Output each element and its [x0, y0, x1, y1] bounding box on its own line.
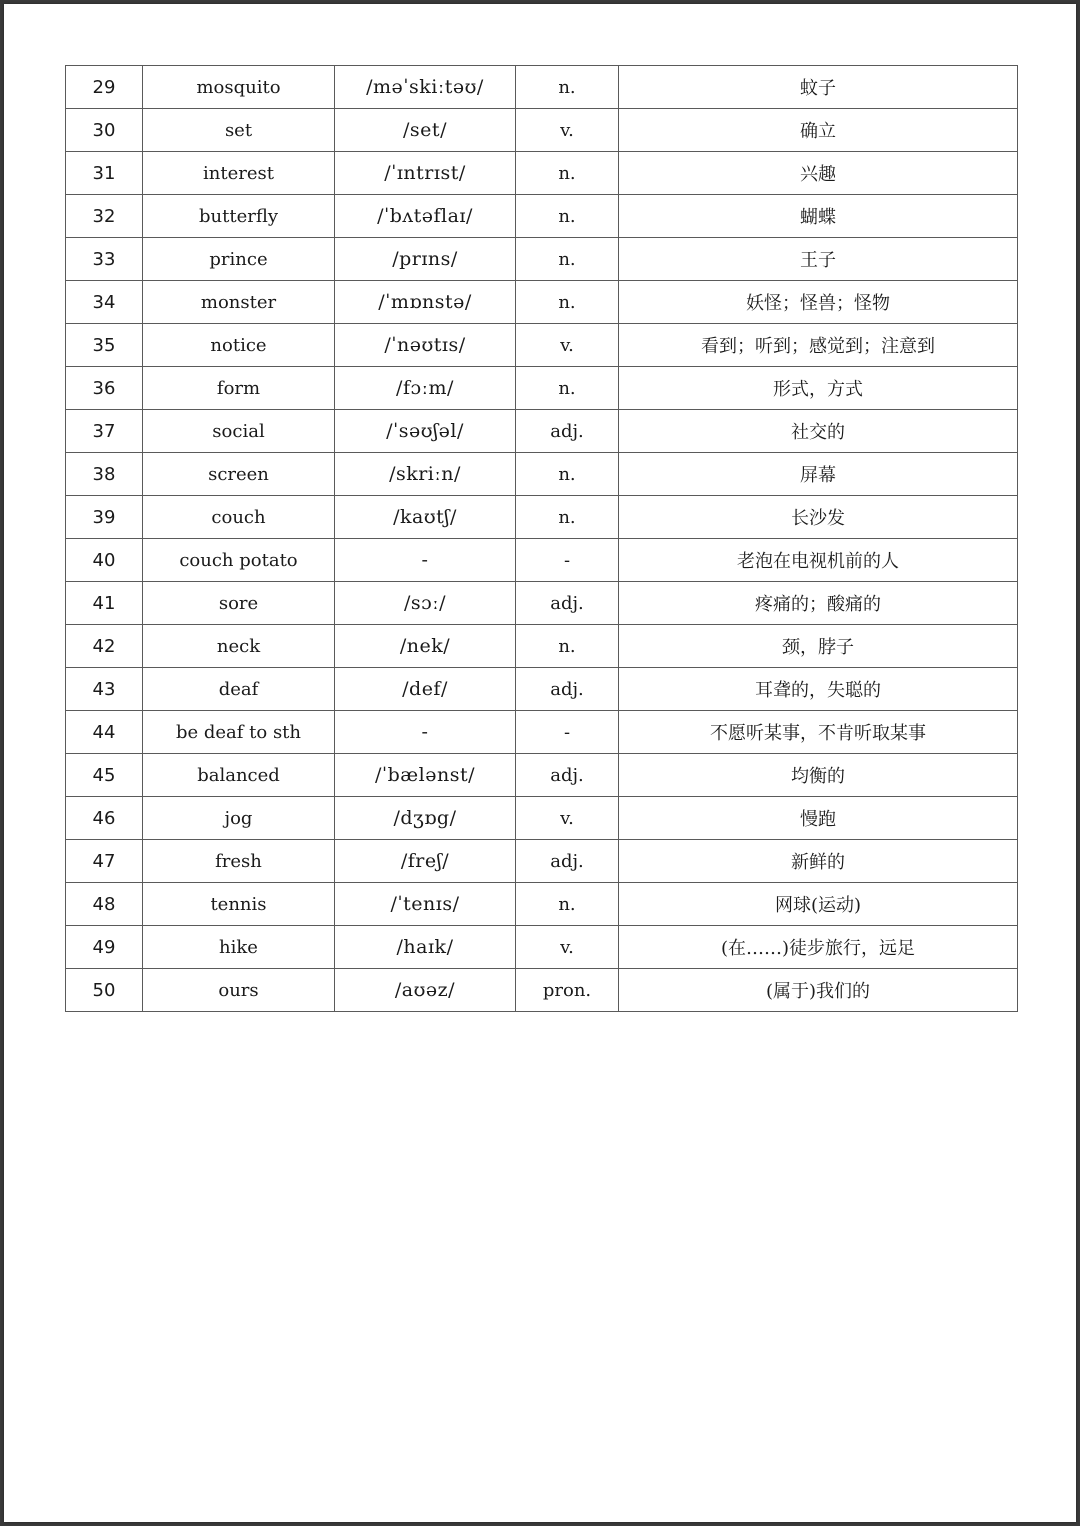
entry-phonetic: /ˈsəʊʃəl/ [335, 410, 516, 453]
entry-meaning: 妖怪；怪兽；怪物 [619, 281, 1018, 324]
entry-word: tennis [143, 883, 335, 926]
table-row [66, 840, 1018, 883]
entry-number: 40 [66, 539, 143, 582]
entry-part-of-speech: v. [516, 324, 619, 367]
entry-phonetic: /ˈbʌtəflaɪ/ [335, 195, 516, 238]
entry-word: prince [143, 238, 335, 281]
entry-part-of-speech: n. [516, 238, 619, 281]
entry-phonetic: /skriːn/ [335, 453, 516, 496]
entry-word: form [143, 367, 335, 410]
table-row [66, 539, 1018, 582]
entry-part-of-speech: n. [516, 281, 619, 324]
entry-meaning: 兴趣 [619, 152, 1018, 195]
entry-meaning: 疼痛的；酸痛的 [619, 582, 1018, 625]
entry-phonetic: /sɔː/ [335, 582, 516, 625]
entry-meaning: 不愿听某事，不肯听取某事 [619, 711, 1018, 754]
entry-word: balanced [143, 754, 335, 797]
entry-number: 30 [66, 109, 143, 152]
entry-meaning: 新鲜的 [619, 840, 1018, 883]
entry-part-of-speech: n. [516, 66, 619, 109]
entry-phonetic: /dʒɒg/ [335, 797, 516, 840]
document-page [4, 4, 1076, 1522]
entry-meaning: 均衡的 [619, 754, 1018, 797]
entry-part-of-speech: - [516, 539, 619, 582]
entry-word: deaf [143, 668, 335, 711]
entry-number: 33 [66, 238, 143, 281]
entry-phonetic: - [335, 539, 516, 582]
entry-meaning: (在……)徒步旅行，远足 [619, 926, 1018, 969]
entry-part-of-speech: n. [516, 195, 619, 238]
entry-number: 36 [66, 367, 143, 410]
entry-word: mosquito [143, 66, 335, 109]
table-row [66, 582, 1018, 625]
entry-meaning: 网球(运动) [619, 883, 1018, 926]
table-row [66, 625, 1018, 668]
entry-meaning: 慢跑 [619, 797, 1018, 840]
entry-part-of-speech: pron. [516, 969, 619, 1012]
entry-part-of-speech: adj. [516, 754, 619, 797]
table-row [66, 410, 1018, 453]
entry-phonetic: /haɪk/ [335, 926, 516, 969]
entry-word: butterfly [143, 195, 335, 238]
table-row [66, 66, 1018, 109]
table-row [66, 238, 1018, 281]
entry-phonetic: /ˈnəʊtɪs/ [335, 324, 516, 367]
entry-part-of-speech: n. [516, 625, 619, 668]
entry-part-of-speech: adj. [516, 840, 619, 883]
entry-part-of-speech: n. [516, 152, 619, 195]
entry-word: couch potato [143, 539, 335, 582]
table-row [66, 152, 1018, 195]
entry-word: be deaf to sth [143, 711, 335, 754]
entry-number: 50 [66, 969, 143, 1012]
entry-word: screen [143, 453, 335, 496]
entry-meaning: 形式，方式 [619, 367, 1018, 410]
entry-part-of-speech: n. [516, 883, 619, 926]
entry-number: 31 [66, 152, 143, 195]
table-row [66, 711, 1018, 754]
entry-meaning: 长沙发 [619, 496, 1018, 539]
entry-number: 42 [66, 625, 143, 668]
entry-part-of-speech: n. [516, 453, 619, 496]
entry-part-of-speech: v. [516, 926, 619, 969]
entry-part-of-speech: n. [516, 367, 619, 410]
entry-meaning: 王子 [619, 238, 1018, 281]
table-row [66, 883, 1018, 926]
entry-phonetic: /nek/ [335, 625, 516, 668]
entry-word: interest [143, 152, 335, 195]
entry-number: 37 [66, 410, 143, 453]
entry-word: couch [143, 496, 335, 539]
entry-number: 49 [66, 926, 143, 969]
entry-number: 48 [66, 883, 143, 926]
entry-meaning: 耳聋的，失聪的 [619, 668, 1018, 711]
entry-phonetic: /freʃ/ [335, 840, 516, 883]
vocabulary-table-body [66, 66, 1018, 1012]
entry-part-of-speech: v. [516, 109, 619, 152]
entry-phonetic: /ˈbælənst/ [335, 754, 516, 797]
entry-phonetic: /set/ [335, 109, 516, 152]
entry-number: 35 [66, 324, 143, 367]
entry-word: set [143, 109, 335, 152]
entry-phonetic: /fɔːm/ [335, 367, 516, 410]
entry-number: 32 [66, 195, 143, 238]
entry-phonetic: /aʊəz/ [335, 969, 516, 1012]
entry-phonetic: /kaʊtʃ/ [335, 496, 516, 539]
entry-meaning: 老泡在电视机前的人 [619, 539, 1018, 582]
entry-part-of-speech: adj. [516, 410, 619, 453]
entry-number: 39 [66, 496, 143, 539]
entry-meaning: 蚊子 [619, 66, 1018, 109]
entry-number: 47 [66, 840, 143, 883]
entry-word: sore [143, 582, 335, 625]
table-row [66, 926, 1018, 969]
entry-phonetic: /def/ [335, 668, 516, 711]
entry-word: fresh [143, 840, 335, 883]
table-row [66, 195, 1018, 238]
entry-number: 29 [66, 66, 143, 109]
entry-number: 41 [66, 582, 143, 625]
entry-meaning: (属于)我们的 [619, 969, 1018, 1012]
table-row [66, 496, 1018, 539]
table-row [66, 668, 1018, 711]
entry-part-of-speech: v. [516, 797, 619, 840]
entry-word: notice [143, 324, 335, 367]
entry-number: 44 [66, 711, 143, 754]
table-row [66, 797, 1018, 840]
entry-number: 38 [66, 453, 143, 496]
table-row [66, 367, 1018, 410]
entry-number: 43 [66, 668, 143, 711]
entry-meaning: 颈，脖子 [619, 625, 1018, 668]
entry-meaning: 社交的 [619, 410, 1018, 453]
entry-word: jog [143, 797, 335, 840]
entry-phonetic: /ˈmɒnstə/ [335, 281, 516, 324]
table-row [66, 754, 1018, 797]
entry-number: 34 [66, 281, 143, 324]
entry-part-of-speech: adj. [516, 668, 619, 711]
table-row [66, 453, 1018, 496]
entry-meaning: 确立 [619, 109, 1018, 152]
entry-meaning: 看到；听到；感觉到；注意到 [619, 324, 1018, 367]
entry-phonetic: - [335, 711, 516, 754]
entry-phonetic: /ˈɪntrɪst/ [335, 152, 516, 195]
entry-meaning: 屏幕 [619, 453, 1018, 496]
vocabulary-table [65, 65, 1018, 1012]
entry-word: monster [143, 281, 335, 324]
table-row [66, 969, 1018, 1012]
entry-part-of-speech: adj. [516, 582, 619, 625]
entry-phonetic: /ˈtenɪs/ [335, 883, 516, 926]
entry-number: 46 [66, 797, 143, 840]
table-row [66, 281, 1018, 324]
entry-meaning: 蝴蝶 [619, 195, 1018, 238]
entry-word: hike [143, 926, 335, 969]
entry-part-of-speech: - [516, 711, 619, 754]
entry-part-of-speech: n. [516, 496, 619, 539]
entry-phonetic: /prɪns/ [335, 238, 516, 281]
entry-number: 45 [66, 754, 143, 797]
entry-word: neck [143, 625, 335, 668]
entry-phonetic: /məˈskiːtəʊ/ [335, 66, 516, 109]
entry-word: social [143, 410, 335, 453]
table-row [66, 109, 1018, 152]
entry-word: ours [143, 969, 335, 1012]
table-row [66, 324, 1018, 367]
